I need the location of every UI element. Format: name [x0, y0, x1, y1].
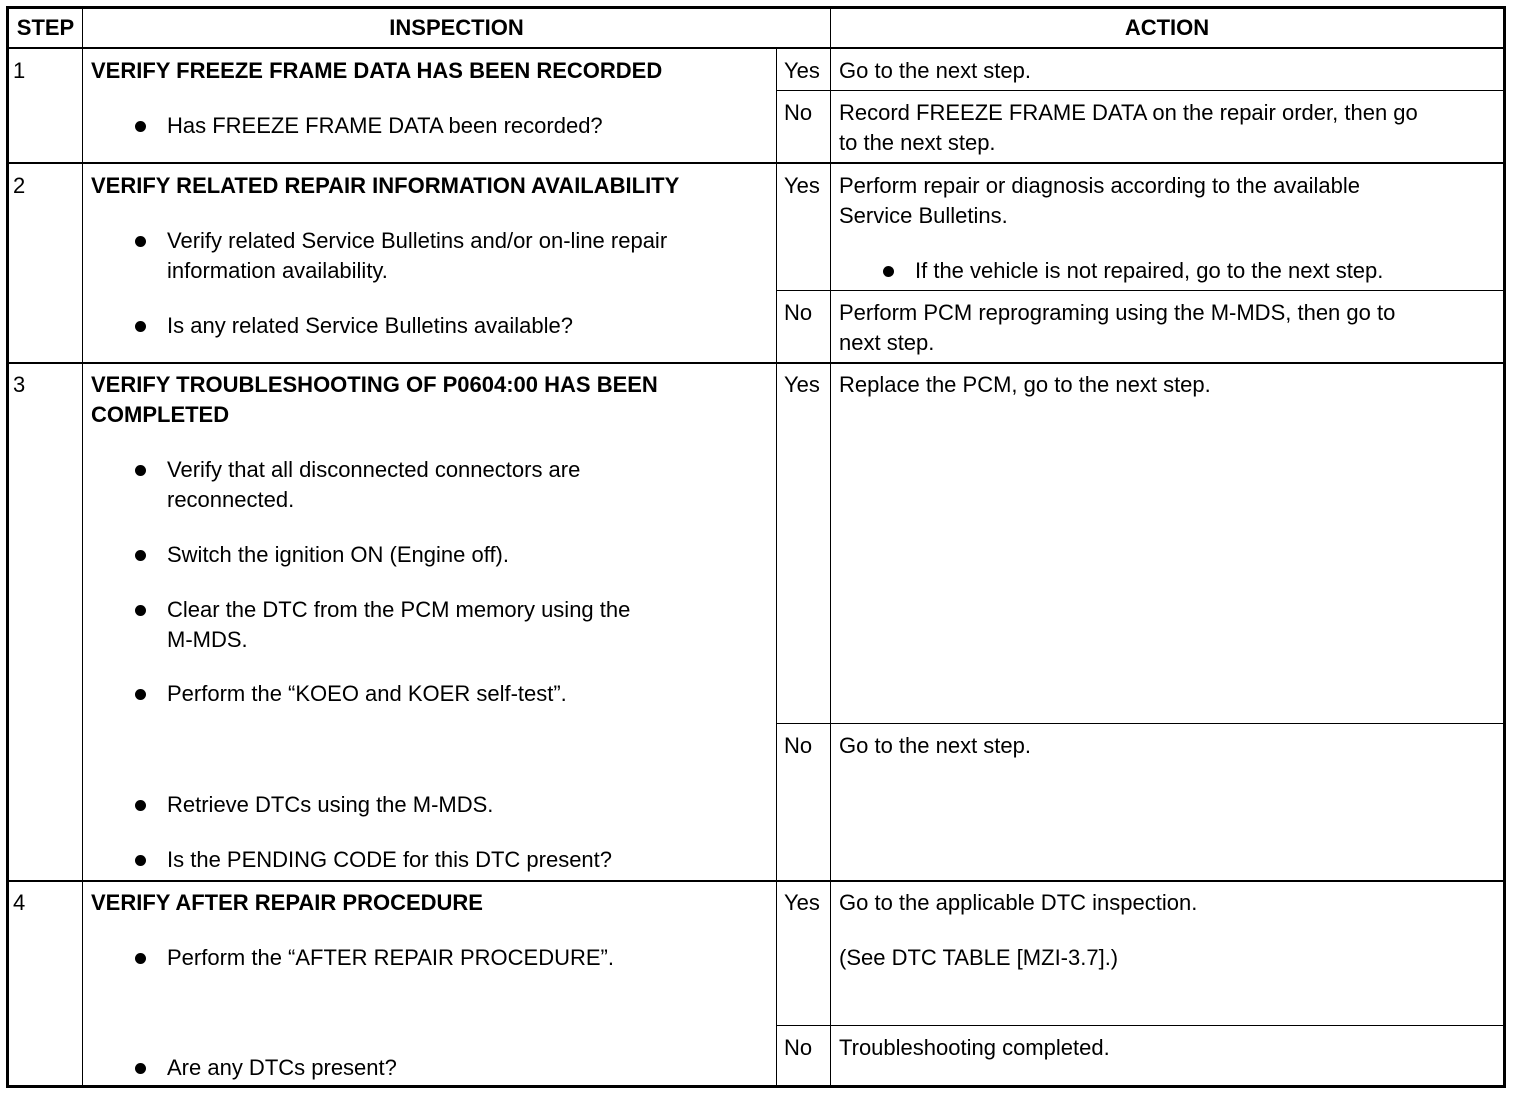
row-divider-2-yesno — [776, 290, 1503, 291]
bullet-dot-icon — [883, 266, 894, 277]
no-label: No — [784, 1035, 813, 1060]
col-divider-inspection — [776, 48, 777, 1085]
no-label: No — [784, 300, 813, 325]
row-divider-1 — [9, 162, 1503, 164]
no-label: No — [784, 733, 813, 758]
row-divider-2 — [9, 362, 1503, 364]
bullet-dot-icon — [135, 121, 146, 132]
action-text: Perform PCM reprograming using the M-MDS, then go to — [839, 300, 1396, 325]
step-title: VERIFY FREEZE FRAME DATA HAS BEEN RECORDED — [91, 58, 663, 83]
action-text: to the next step. — [839, 130, 996, 155]
bullet-dot-icon — [135, 689, 146, 700]
yes-label: Yes — [784, 173, 820, 198]
row-divider-4-yesno — [776, 1025, 1503, 1026]
bullet-dot-icon — [135, 1063, 146, 1074]
action-text: Replace the PCM, go to the next step. — [839, 372, 1211, 397]
step-title: VERIFY RELATED REPAIR INFORMATION AVAILABILITY — [91, 173, 680, 198]
row-divider-3 — [9, 880, 1503, 882]
col-divider-yesno — [830, 9, 831, 1085]
action-text: Perform repair or diagnosis according to the available — [839, 173, 1360, 198]
action-text: next step. — [839, 330, 935, 355]
step-number: 3 — [13, 372, 26, 397]
bullet-dot-icon — [135, 550, 146, 561]
inspection-table: STEP INSPECTION ACTION 1 VERIFY FREEZE FRAME DATA HAS BEEN RECORDED Has FREEZE FRAME DATA been recorded? Yes Go to the next step. No Record FREEZE FRAME DATA on the repair order, then go to the next step. 2 VERIFY RELATED REPAIR INFORMATION AVAILABILITY Verify related Service Bulletins and/or on-line repair information availability. Is any related Service Bulletins available? Yes Perform repair or diagnosis according to the available Service Bulletins. If the vehicle is not repaired, go to the next step. No Perform PCM reprograming using the M-MDS, then go to next step. 3 VERIFY TROUBLESHOOTING OF P0604:00 HAS BEEN COMPLETED Verify that all disconnected connectors are reconnected. Switch the ignition ON (Engine off). Clear the DTC from the PCM memory using the M-MDS. Perform the “KOEO and KOER self-test”. Retrieve DTCs using the M-MDS. Is the PENDING CODE for this DTC present? Yes Replace the PCM, go to the next step. No Go to the next step. 4 VERIFY AFTER REPAIR PROCEDURE Perform the “AFTER REPAIR PROCEDURE”. Are any DTCs present? Yes Go to the applicable DTC inspection. (See DTC TABLE [MZI-3.7].) No Troubleshooting completed. — [6, 6, 1506, 1088]
step-title: VERIFY AFTER REPAIR PROCEDURE — [91, 890, 483, 915]
col-divider-step — [82, 9, 83, 1085]
yes-label: Yes — [784, 372, 820, 397]
header-inspection: INSPECTION — [389, 15, 524, 40]
row-divider-3-yesno — [776, 723, 1503, 724]
bullet-dot-icon — [135, 855, 146, 866]
yes-label: Yes — [784, 890, 820, 915]
action-text: Go to the applicable DTC inspection. — [839, 890, 1198, 915]
action-text: Go to the next step. — [839, 58, 1032, 83]
bullet-dot-icon — [135, 321, 146, 332]
step-title: COMPLETED — [91, 402, 230, 427]
action-text: Go to the next step. — [839, 733, 1032, 758]
step-number: 2 — [13, 173, 26, 198]
action-text: (See DTC TABLE [MZI-3.7].) — [839, 945, 1119, 970]
step-number: 1 — [13, 58, 26, 83]
bullet-dot-icon — [135, 605, 146, 616]
bullet-dot-icon — [135, 465, 146, 476]
bullet-dot-icon — [135, 800, 146, 811]
yes-label: Yes — [784, 58, 820, 83]
row-divider-header — [9, 47, 1503, 49]
no-label: No — [784, 100, 813, 125]
row-divider-1-yesno — [776, 90, 1503, 91]
step-number: 4 — [13, 890, 26, 915]
action-text: Troubleshooting completed. — [839, 1035, 1110, 1060]
bullet-dot-icon — [135, 236, 146, 247]
bullet-dot-icon — [135, 953, 146, 964]
header-action: ACTION — [1124, 15, 1210, 40]
action-text: Record FREEZE FRAME DATA on the repair order, then go — [839, 100, 1418, 125]
header-step: STEP — [16, 15, 75, 40]
action-text: Service Bulletins. — [839, 203, 1008, 228]
step-title: VERIFY TROUBLESHOOTING OF P0604:00 HAS BEEN — [91, 372, 658, 397]
